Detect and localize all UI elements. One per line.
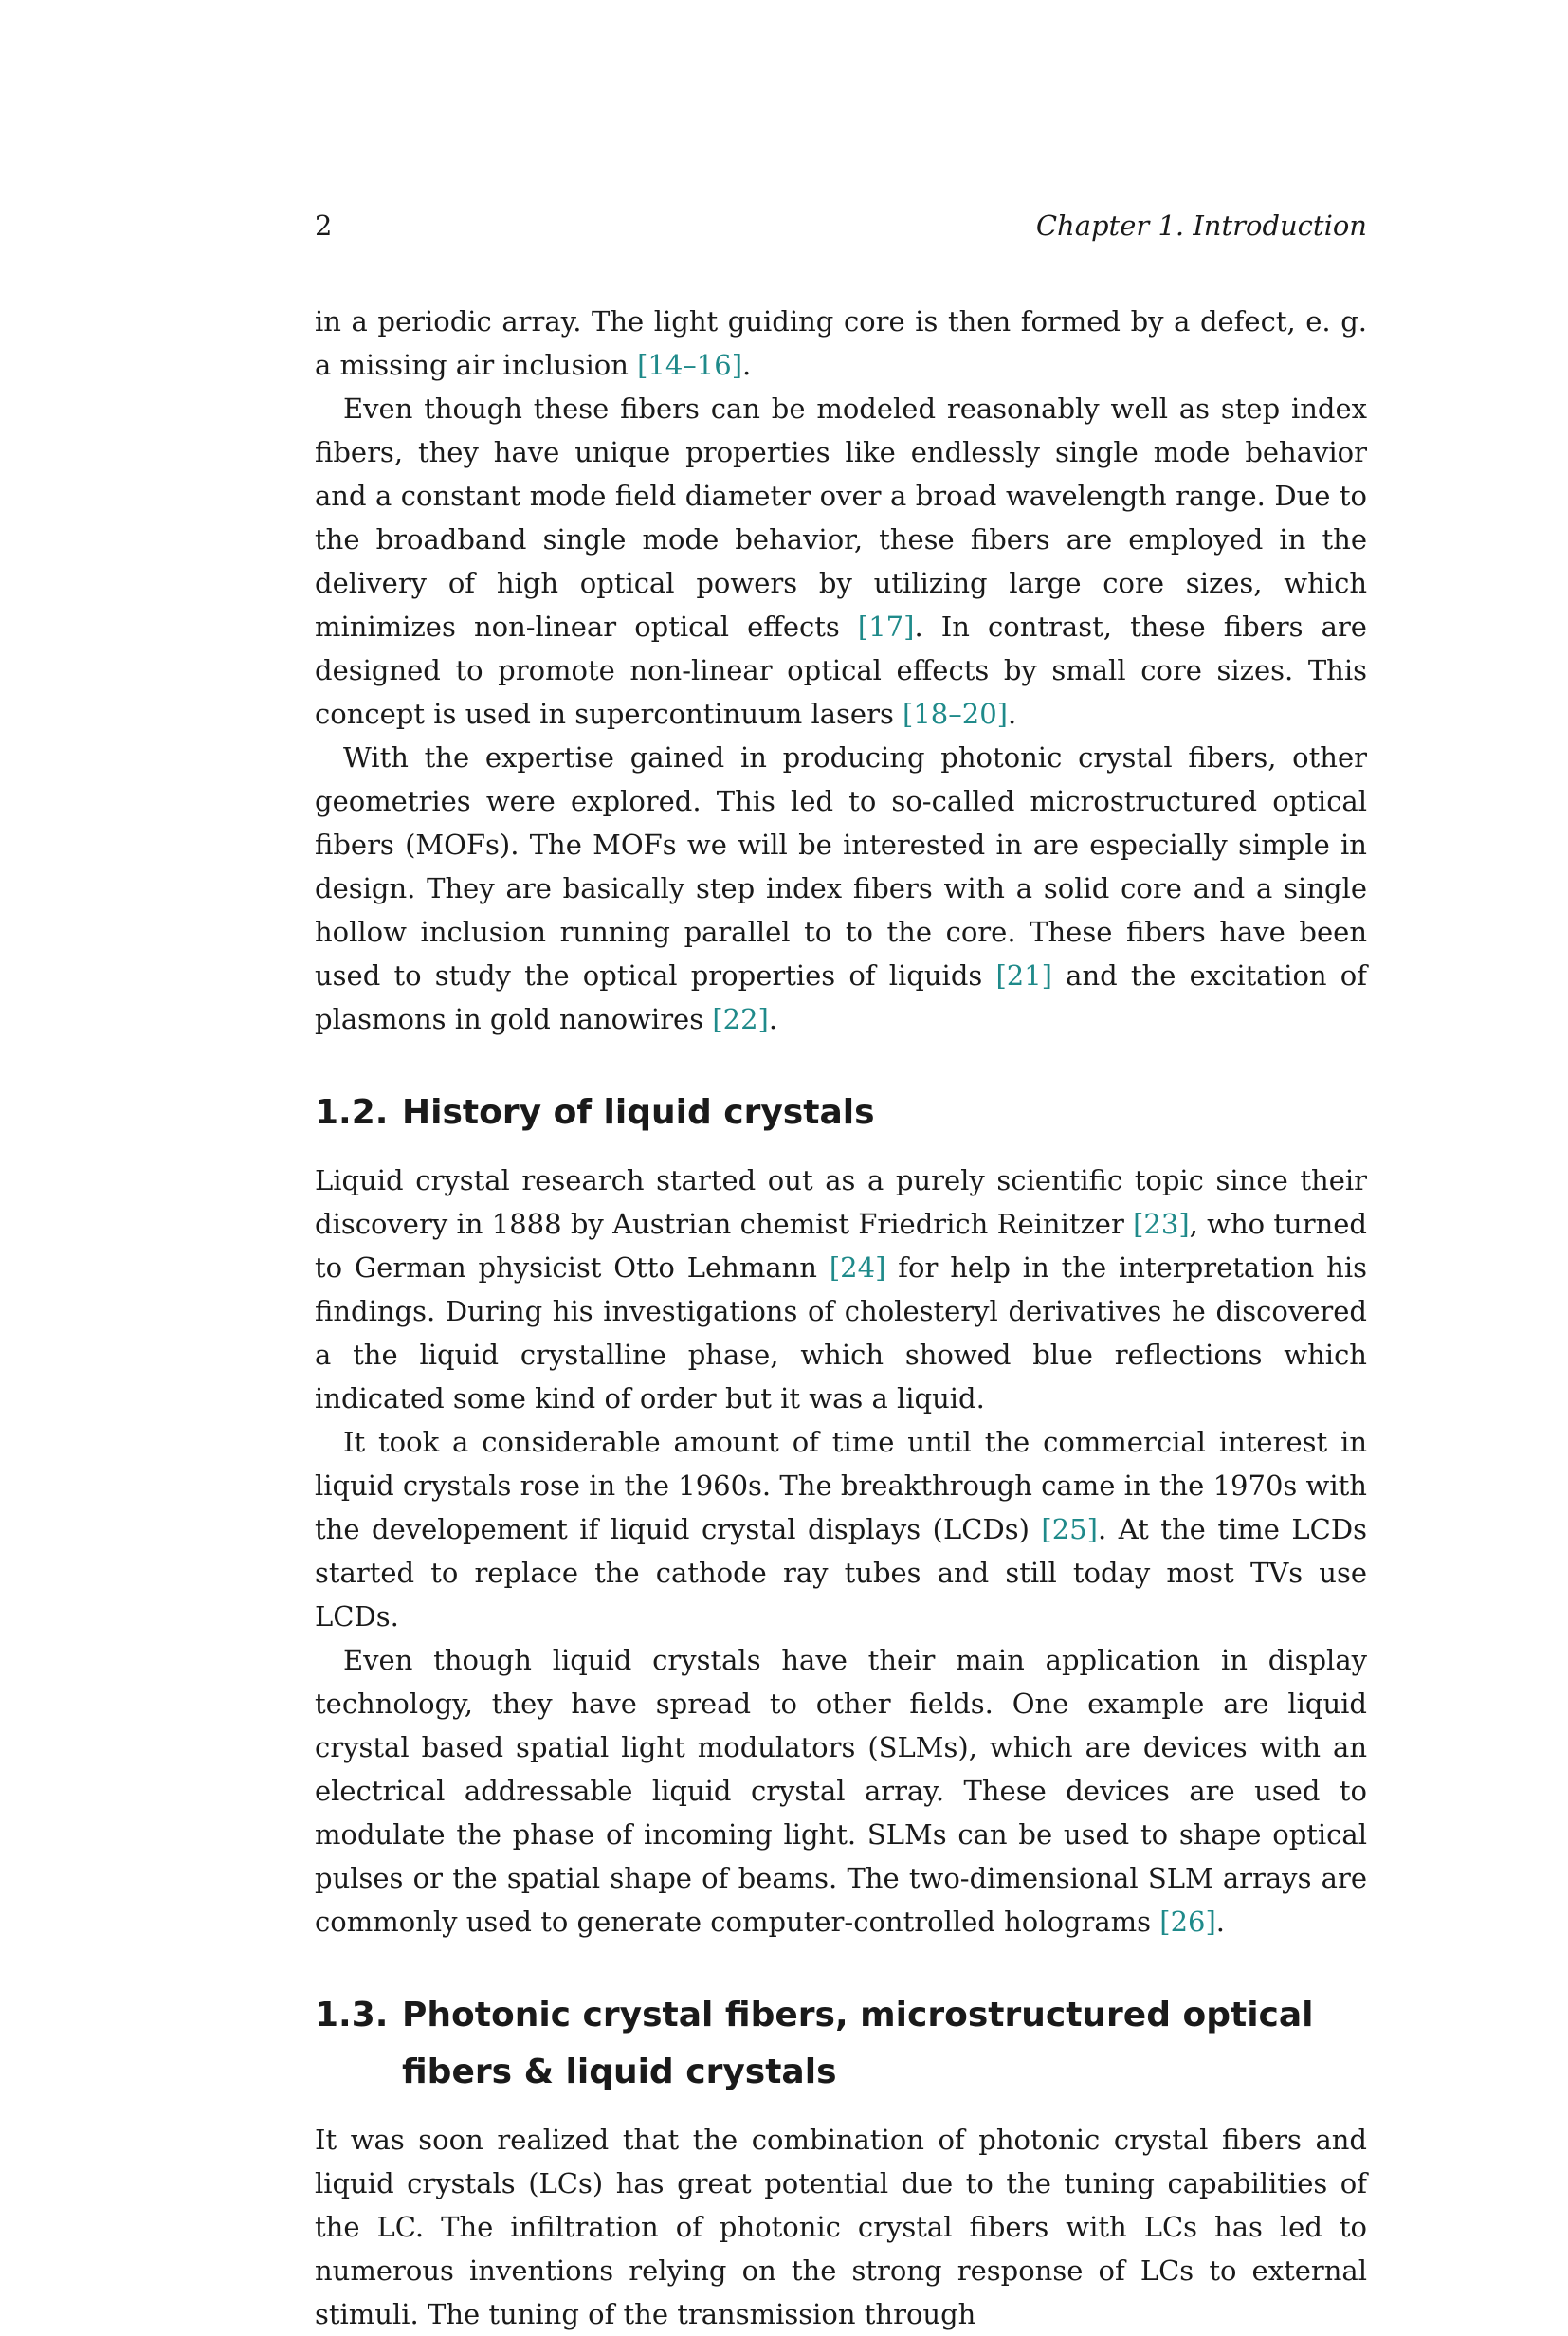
citation-link[interactable]: [23]: [1133, 1208, 1190, 1240]
paragraph-5: [315, 1420, 1367, 1638]
citation-link[interactable]: [21]: [995, 959, 1052, 992]
paragraph-7: [315, 2118, 1367, 2336]
text: . At the time LCDs started to replace the cathode ray tubes and still today most TVs use LCDs.: [315, 1513, 1368, 1633]
paragraph-6: [315, 1638, 1367, 1944]
paragraph-4: [315, 1159, 1367, 1420]
text: and the excitation of plasmons in gold nanowires: [315, 959, 1367, 1035]
text: It took a considerable amount of time until the commercial interest in liquid crystals rose in the 1960s. The breakthrough came in the 1970s with the developement if liquid crystal displays (LCDs): [315, 1426, 1367, 1545]
text: Even though these fibers can be modeled reasonably well as step index fibers, they have unique properties like endlessly single mode behavior and a constant mode field diameter over a broad wavelength range. Due to the broadband single mode behavior, these fibers are employed in the delivery of high optical powers by utilizing large core sizes, which minimizes non-linear optical effects: [315, 392, 1367, 643]
text: It was soon realized that the combination of photonic crystal fibers and liquid crystals (LCs) has great potential due to the tuning capabilities of the LC. The infiltration of photonic crystal fibers with LCs has led to numerous inventions relying on the strong response of LCs to external stimuli. The tuning of the transmission through: [315, 2124, 1367, 2330]
text: , who turned to German physicist Otto Lehmann: [315, 1208, 1367, 1284]
section-heading-1-2: [315, 1085, 1367, 1141]
citation-link[interactable]: [24]: [829, 1251, 886, 1284]
section-title: History of liquid crystals: [402, 1093, 875, 1132]
text: .: [742, 349, 752, 381]
citation-link[interactable]: [14–16]: [637, 349, 743, 381]
text: . In contrast, these fibers are designed to promote non-linear optical effects by small core sizes. This concept is used in supercontinuum lasers: [315, 611, 1367, 730]
text: in a periodic array. The light guiding core is then formed by a defect, e. g. a missing air inclusion: [315, 305, 1367, 381]
citation-link[interactable]: [22]: [712, 1003, 769, 1035]
chapter-title: Chapter 1. Introduction: [1035, 210, 1367, 242]
section-number: 1.3.: [315, 1996, 389, 2035]
paragraph-3: [315, 736, 1367, 1041]
text: .: [768, 1003, 778, 1035]
text: With the expertise gained in producing photonic crystal fibers, other geometries were explored. This led to so-called microstructured optical fibers (MOFs). The MOFs we will be interested in are especially simple in design. They are basically step index fibers with a solid core and a single hollow inclusion running parallel to to the core. These fibers have been used to study the optical properties of liquids: [315, 741, 1367, 992]
section-number: 1.2.: [315, 1093, 389, 1132]
page-number: 2: [315, 210, 333, 242]
text: .: [1007, 698, 1017, 730]
citation-link[interactable]: [18–20]: [903, 698, 1008, 730]
running-head: [315, 207, 1367, 245]
section-title: Photonic crystal fibers, microstructured optical fibers & liquid crystals: [402, 1996, 1314, 2091]
text: .: [1215, 1906, 1226, 1938]
paragraph-1: [315, 300, 1367, 387]
citation-link[interactable]: [25]: [1041, 1513, 1098, 1545]
section-heading-1-3: [315, 1987, 1367, 2101]
text: for help in the interpretation his findings. During his investigations of cholesteryl derivatives he discovered a the liquid crystalline phase, which showed blue reflections which indicated some kind of order but it was a liquid.: [315, 1251, 1367, 1414]
paragraph-2: [315, 387, 1367, 736]
text: Even though liquid crystals have their main application in display technology, they have spread to other fields. One example are liquid crystal based spatial light modulators (SLMs), which are devices with an electrical addressable liquid crystal array. These devices are used to modulate the phase of incoming light. SLMs can be used to shape optical pulses or the spatial shape of beams. The two-dimensional SLM arrays are commonly used to generate computer-controlled holograms: [315, 1644, 1367, 1938]
citation-link[interactable]: [26]: [1159, 1906, 1216, 1938]
body-text: [315, 300, 1367, 2336]
citation-link[interactable]: [17]: [857, 611, 915, 643]
text: Liquid crystal research started out as a purely scientific topic since their discovery in 1888 by Austrian chemist Friedrich Reinitzer: [315, 1164, 1367, 1240]
